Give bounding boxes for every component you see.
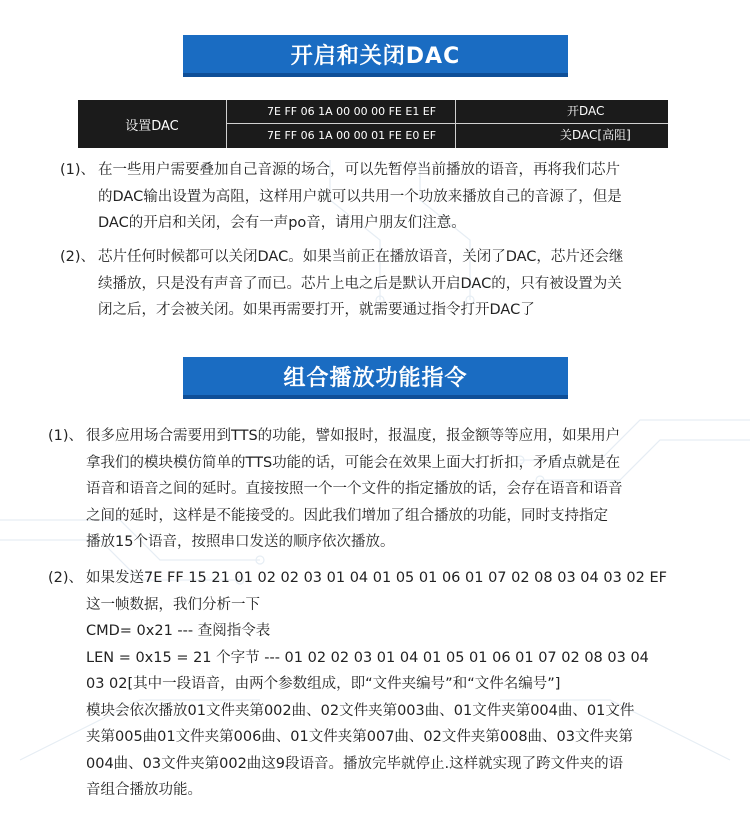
- table-divider: [455, 100, 456, 148]
- item-number: (1)、: [60, 162, 96, 178]
- paragraph-line: 续播放，只是没有声音了而已。芯片上电之后是默认开启DAC的，只有被设置为关: [98, 275, 622, 292]
- paragraph-line: 之间的延时，这样是不能接受的。因此我们增加了组合播放的功能，同时支持指定: [86, 507, 608, 524]
- paragraph-line: 这一帧数据，我们分析一下: [86, 596, 260, 613]
- command-row-dac-on: [227, 100, 668, 124]
- paragraph-line: 闭之后，才会被关闭。如果再需要打开，就需要通过指令打开DAC了: [98, 302, 535, 318]
- dac-command-table: [78, 100, 668, 148]
- paragraph-line: 的DAC输出设置为高阻，这样用户就可以共用一个功放来播放自己的音源了，但是: [98, 188, 622, 205]
- item-number: (1)、: [48, 428, 84, 444]
- combo-note-2: [48, 565, 738, 804]
- paragraph-line: 芯片任何时候都可以关闭DAC。如果当前正在播放语音，关闭了DAC，芯片还会继: [98, 249, 624, 265]
- command-code: 7E FF 06 1A 00 00 01 FE E0 EF: [267, 129, 437, 142]
- section-title-combo-play: [183, 357, 568, 399]
- paragraph-line: 夹第005曲01文件夹第006曲、01文件夹第007曲、02文件夹第008曲、03文件夹第: [86, 729, 634, 745]
- command-description: 开DAC: [567, 104, 605, 118]
- paragraph-line: DAC的开启和关闭，会有一声po音，请用户朋友们注意。: [98, 215, 466, 231]
- command-code: 7E FF 06 1A 00 00 00 FE E1 EF: [267, 105, 437, 118]
- paragraph-line: 很多应用场合需要用到TTS的功能，譬如报时，报温度，报金额等等应用，如果用户: [86, 428, 621, 444]
- command-table-label: 设置DAC: [78, 100, 227, 148]
- paragraph-line: CMD= 0x21 --- 查阅指令表: [86, 623, 271, 639]
- paragraph-line: 音组合播放功能。: [86, 782, 202, 798]
- paragraph-line: 004曲、03文件夹第002曲这9段语音。播放完毕就停止.这样就实现了跨文件夹的语: [86, 755, 624, 772]
- paragraph-line: 拿我们的模块模仿简单的TTS功能的话，可能会在效果上面大打折扣，矛盾点就是在: [86, 454, 621, 471]
- dac-note-1: [60, 157, 710, 237]
- dac-note-2: [60, 244, 710, 324]
- paragraph-line: LEN = 0x15 = 21 个字节 --- 01 02 02 03 01 04 01 05 01 06 01 07 02 08 03 04: [86, 649, 649, 666]
- paragraph-line: 播放15个语音，按照串口发送的顺序依次播放。: [86, 534, 395, 550]
- section-title-combo-play-text: 组合播放功能指令: [283, 365, 468, 391]
- command-description: 关DAC[高阻]: [560, 128, 631, 142]
- command-row-dac-off: [227, 124, 668, 147]
- paragraph-line: 语音和语音之间的延时。直接按照一个一个文件的指定播放的话，会存在语音和语音: [86, 481, 623, 497]
- paragraph-line: 03 02[其中一段语音，由两个参数组成，即“文件夹编号”和“文件名编号”]: [86, 676, 561, 692]
- section-title-dac-text: 开启和关闭DAC: [290, 43, 461, 69]
- paragraph-line: 在一些用户需要叠加自己音源的场合，可以先暂停当前播放的语音，再将我们芯片: [98, 162, 620, 178]
- paragraph-line: 模块会依次播放01文件夹第002曲、02文件夹第003曲、01文件夹第004曲、01文件: [86, 702, 635, 719]
- item-number: (2)、: [48, 570, 84, 586]
- paragraph-line: 如果发送7E FF 15 21 01 02 02 03 01 04 01 05 01 06 01 07 02 08 03 04 03 02 EF: [86, 570, 667, 586]
- combo-note-1: [48, 423, 728, 556]
- item-number: (2)、: [60, 249, 96, 265]
- section-title-dac: [183, 35, 568, 77]
